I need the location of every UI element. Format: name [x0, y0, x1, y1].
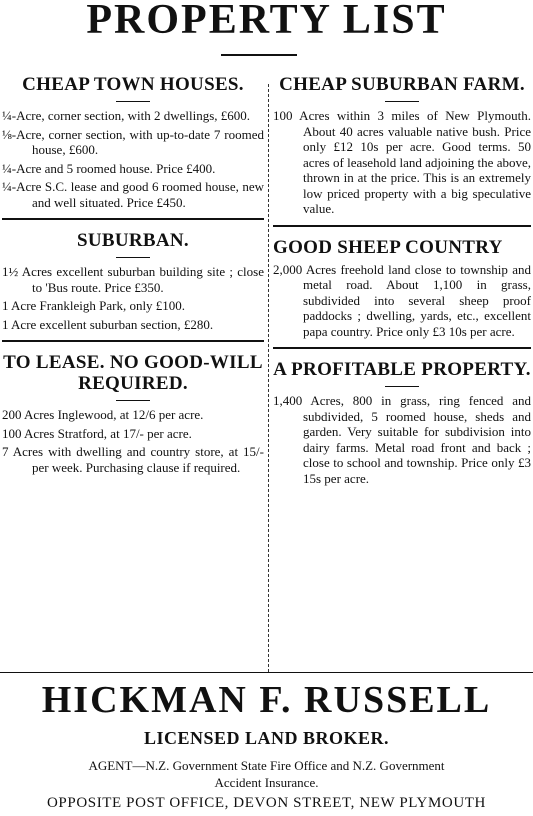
section-divider [2, 218, 264, 220]
section-heading: TO LEASE. NO GOOD-WILL REQUIRED. [3, 352, 263, 394]
agent-line: Accident Insurance. [214, 775, 319, 790]
section-good-sheep-country [273, 237, 531, 340]
listing-item: 7 Acres with dwelling and country store, at 15/- per week. Purchasing clause if required. [2, 444, 264, 475]
section-heading: GOOD SHEEP COUNTRY [273, 236, 503, 258]
left-column [2, 74, 264, 478]
section-heading: CHEAP SUBURBAN FARM. [279, 74, 525, 95]
title-rule [221, 54, 297, 56]
listing-item: 1 Acre Frankleigh Park, only £100. [2, 298, 186, 313]
footer-rule [0, 672, 533, 673]
listing-item: 100 Acres within 3 miles of New Plymouth. About 40 acres valuable native bush. Price only £12 10s per acre. Good terms. 50 acres of leasehold land adjoining the above, thrown in at the price. This is an extremely low priced property with a big speculative value. [273, 108, 531, 216]
broker-title: LICENSED LAND BROKER. [143, 728, 390, 748]
listing-item: 1,400 Acres, 800 in grass, ring fenced and subdivided, 5 roomed house, sheds and garden. Very suitable for subdivision into dairy farms. Metal road front and back ; close to school and township. Price only £3 15s per acre. [273, 393, 531, 486]
section-divider [2, 340, 264, 342]
section-heading: SUBURBAN. [77, 230, 189, 251]
listing-item: ¼-Acre and 5 roomed house. Price £400. [2, 160, 216, 176]
section-cheap-suburban-farm [273, 74, 531, 217]
section-rule [385, 386, 419, 387]
listing-item: 100 Acres Stratford, at 17/- per acre. [2, 425, 192, 441]
section-rule [116, 400, 150, 401]
broker-name: HICKMAN F. RUSSELL [41, 679, 492, 721]
agent-line: AGENT—N.Z. Government State Fire Office and N.Z. Government [88, 758, 445, 773]
page-title: PROPERTY LIST [86, 0, 447, 43]
listing-item: ¼-Acre S.C. lease and good 6 roomed house, new and well situated. Price £450. [2, 179, 264, 210]
section-rule [116, 101, 150, 102]
right-column [273, 74, 531, 489]
listing-item: 1½ Acres excellent suburban building site ; close to 'Bus route. Price £350. [2, 264, 264, 295]
broker-address: OPPOSITE POST OFFICE, DEVON STREET, NEW PLYMOUTH [47, 795, 486, 811]
listing-item: ⅛-Acre, corner section, with up-to-date 7 roomed house, £600. [2, 126, 264, 157]
section-rule [385, 101, 419, 102]
listing-item: 1 Acre excellent suburban section, £280. [2, 316, 214, 332]
listing-item: ¼-Acre, corner section, with 2 dwellings, £600. [2, 108, 251, 123]
section-profitable-property [273, 359, 531, 486]
column-divider [268, 84, 269, 672]
section-heading: A PROFITABLE PROPERTY. [273, 359, 531, 380]
section-divider [273, 347, 531, 349]
listing-item: 200 Acres Inglewood, at 12/6 per acre. [2, 407, 204, 422]
section-suburban [2, 230, 264, 332]
section-divider [273, 225, 531, 227]
listing-item: 2,000 Acres freehold land close to township and metal road. About 1,100 in grass, subdivided into several sheep proof paddocks ; dwelling, yards, etc., excellent papa country. Price only £3 10s per acre. [273, 261, 531, 339]
section-heading: CHEAP TOWN HOUSES. [22, 74, 244, 95]
section-cheap-town-houses [2, 74, 264, 210]
section-rule [116, 257, 150, 258]
section-to-lease [2, 352, 264, 475]
